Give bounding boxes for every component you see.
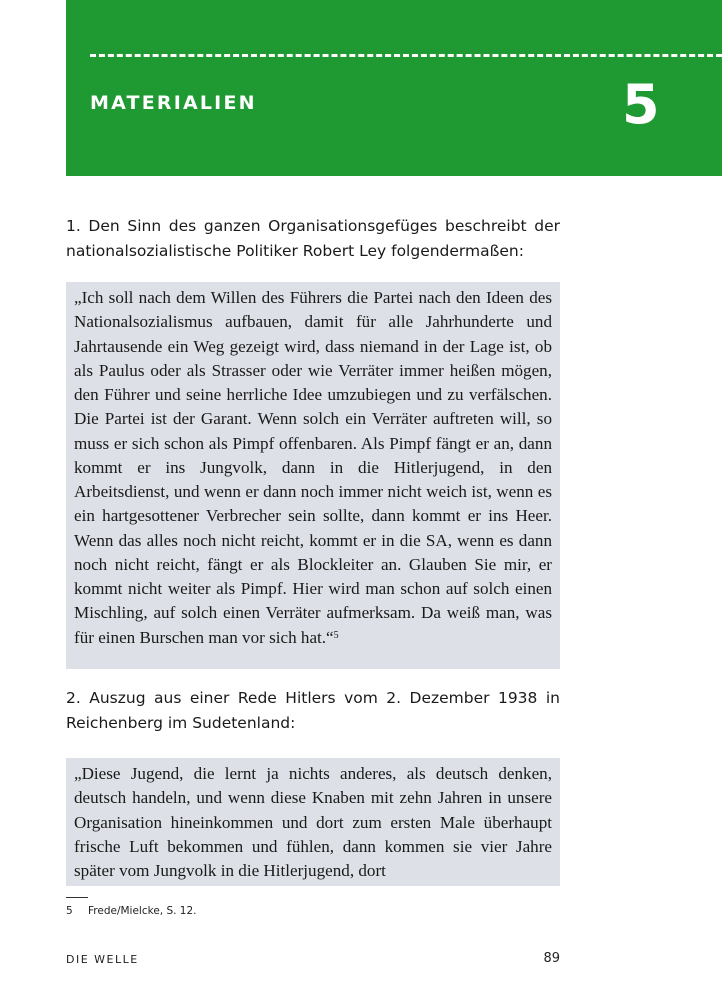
chapter-number: 5 bbox=[622, 73, 660, 136]
material-2-quote-text: „Diese Jugend, die lernt ja nichts anderes, als deutsch denken, deutsch handeln, und wenn diese Knaben mit zehn Jahren in unsere Organisation hineinkommen und dort zum ersten Male überhaupt frische Luft bekommen und fühlen, dann kommen sie vier Jahre später vom Jungvolk in die Hitlerjugend, dort bbox=[74, 764, 552, 880]
section-header-band bbox=[66, 0, 722, 176]
material-1-quote-text: „Ich soll nach dem Willen des Führers die Partei nach den Ideen des Nationalsozialismus aufbauen, damit für alle Jahrhunderte und Jahrtausende ein Weg gezeigt wird, dass niemand in der Lage ist, ob als Paulus oder als Strasser oder wie Verräter immer heißen mögen, den Führer und seine herrliche Idee umzubiegen und zu verfälschen. Die Partei ist der Garant. Wenn solch ein Verräter auftreten will, so muss er sich schon als Pimpf offenbaren. Als Pimpf fängt er an, dann kommt er ins Jungvolk, dann in die Hitlerjugend, in den Arbeitsdienst, und wenn er dann noch immer nicht weich ist, wenn es ein hartgesottener Verbrecher sein sollte, dann kommt er ins Heer. Wenn das alles noch nicht reicht, kommt er in die SA, wenn es dann noch nicht reicht, fängt er als Blockleiter an. Glauben Sie mir, er kommt nicht weiter als Pimpf. Hier wird man schon auf solch einen Mischling, auf solch einen Verräter aufmerksam. Da weiß man, was für einen Burschen man vor sich hat.“ bbox=[74, 288, 552, 647]
footer-book-title: DIE WELLE bbox=[66, 953, 139, 966]
material-2-intro: 2. Auszug aus einer Rede Hitlers vom 2. Dezember 1938 in Reichenberg im Sudetenland: bbox=[66, 689, 560, 732]
footnote-divider bbox=[66, 897, 88, 898]
footnote-number: 5 bbox=[66, 905, 73, 917]
footnote-text: Frede/Mielcke, S. 12. bbox=[88, 905, 197, 917]
section-title: MATERIALIEN bbox=[90, 92, 257, 114]
material-1-intro: 1. Den Sinn des ganzen Organisationsgefüges beschreibt der nationalsozialistische Politiker Robert Ley folgendermaßen: bbox=[66, 217, 560, 260]
material-1-quote-box bbox=[66, 282, 560, 669]
footnote-reference: 5 bbox=[333, 629, 339, 641]
material-2-quote-box bbox=[66, 758, 560, 886]
header-dashed-rule bbox=[90, 54, 722, 57]
footnote bbox=[66, 905, 197, 917]
footer-page-number: 89 bbox=[543, 951, 560, 966]
